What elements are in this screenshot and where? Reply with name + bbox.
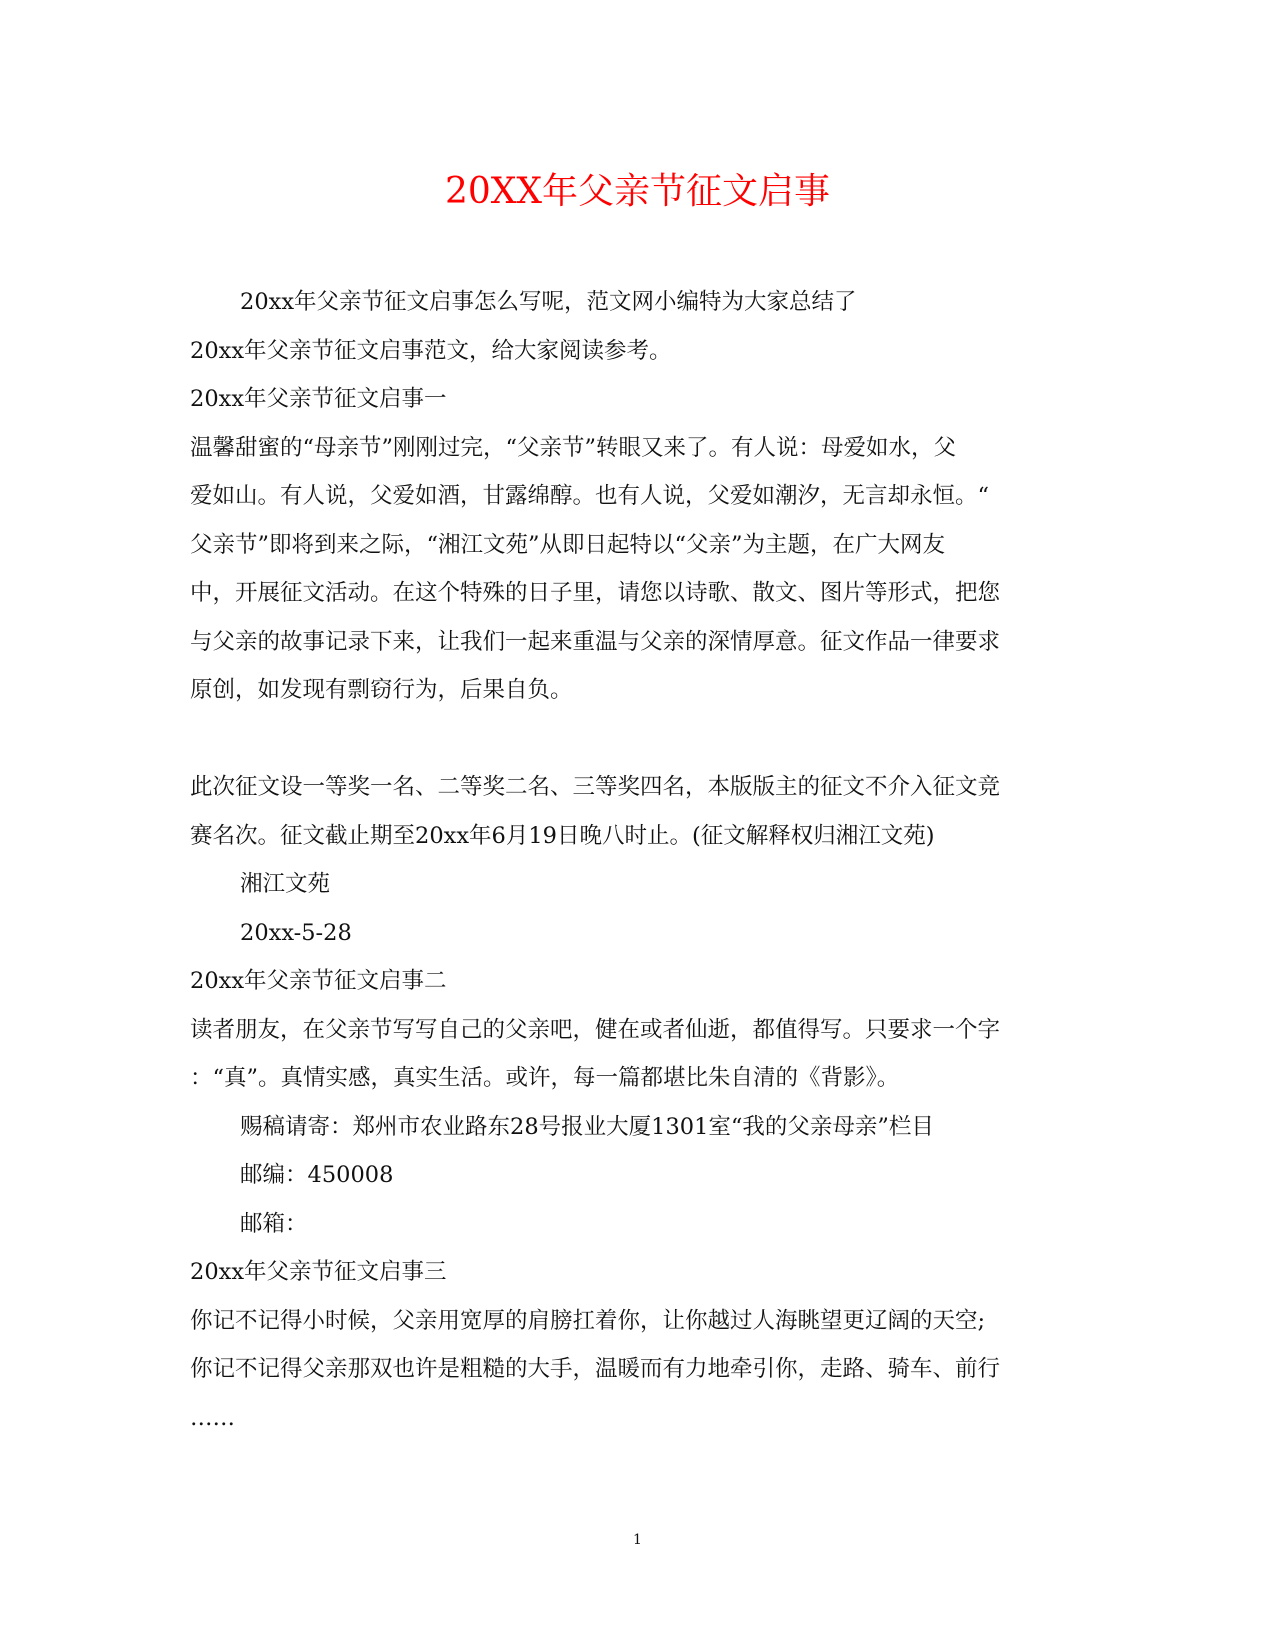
paragraph-line: 中，开展征文活动。在这个特殊的日子里，请您以诗歌、散文、图片等形式，把您 bbox=[190, 580, 1001, 606]
paragraph-line: 赛名次。征文截止期至20xx年6月19日晚八时止。(征文解释权归湘江文苑) bbox=[190, 822, 935, 849]
paragraph-line: 你记不记得小时候，父亲用宽厚的肩膀扛着你，让你越过人海眺望更辽阔的天空; bbox=[190, 1307, 986, 1334]
section-heading-2: 20xx年父亲节征文启事二 bbox=[190, 968, 447, 994]
mailing-address: 赐稿请寄：郑州市农业路东28号报业大厦1301室“我的父亲母亲”栏目 bbox=[240, 1113, 934, 1140]
paragraph-line: 你记不记得父亲那双也许是粗糙的大手，温暖而有力地牵引你，走路、骑车、前行 bbox=[190, 1356, 1001, 1382]
email-label: 邮箱： bbox=[240, 1210, 308, 1237]
paragraph-line: 读者朋友，在父亲节写写自己的父亲吧，健在或者仙逝，都值得写。只要求一个字 bbox=[190, 1016, 1001, 1043]
postal-code: 邮编：450008 bbox=[240, 1162, 394, 1188]
paragraph-line: 此次征文设一等奖一名、二等奖二名、三等奖四名，本版版主的征文不介入征文竞 bbox=[190, 774, 1001, 800]
blank-line bbox=[190, 715, 1090, 764]
section-heading-3: 20xx年父亲节征文启事三 bbox=[190, 1259, 447, 1285]
intro-line-2: 20xx年父亲节征文启事范文，给大家阅读参考。 bbox=[190, 337, 672, 364]
paragraph-line: 爱如山。有人说，父爱如酒，甘露绵醇。也有人说，父爱如潮汐，无言却永恒。“ bbox=[190, 483, 990, 509]
intro-line-1: 20xx年父亲节征文启事怎么写呢，范文网小编特为大家总结了 bbox=[240, 289, 857, 315]
signature-date: 20xx-5-28 bbox=[240, 919, 352, 946]
paragraph-line: 父亲节”即将到来之际，“湘江文苑”从即日起特以“父亲”为主题，在广大网友 bbox=[190, 531, 946, 558]
ellipsis-line: …… bbox=[190, 1404, 235, 1431]
signature-name: 湘江文苑 bbox=[240, 871, 331, 897]
paragraph-line: ：“真”。真情实感，真实生活。或许，每一篇都堪比朱自清的《背影》。 bbox=[190, 1065, 900, 1091]
page-number: 1 bbox=[633, 1532, 642, 1548]
paragraph-line: 温馨甜蜜的“母亲节”刚刚过完，“父亲节”转眼又来了。有人说：母爱如水，父 bbox=[190, 434, 957, 461]
page-title: 20XX年父亲节征文启事 bbox=[444, 171, 831, 212]
document-body bbox=[190, 278, 1090, 1442]
paragraph-line: 与父亲的故事记录下来，让我们一起来重温与父亲的深情厚意。征文作品一律要求 bbox=[190, 628, 1001, 655]
paragraph-line: 原创，如发现有剽窃行为，后果自负。 bbox=[190, 677, 573, 703]
section-heading-1: 20xx年父亲节征文启事一 bbox=[190, 386, 447, 412]
